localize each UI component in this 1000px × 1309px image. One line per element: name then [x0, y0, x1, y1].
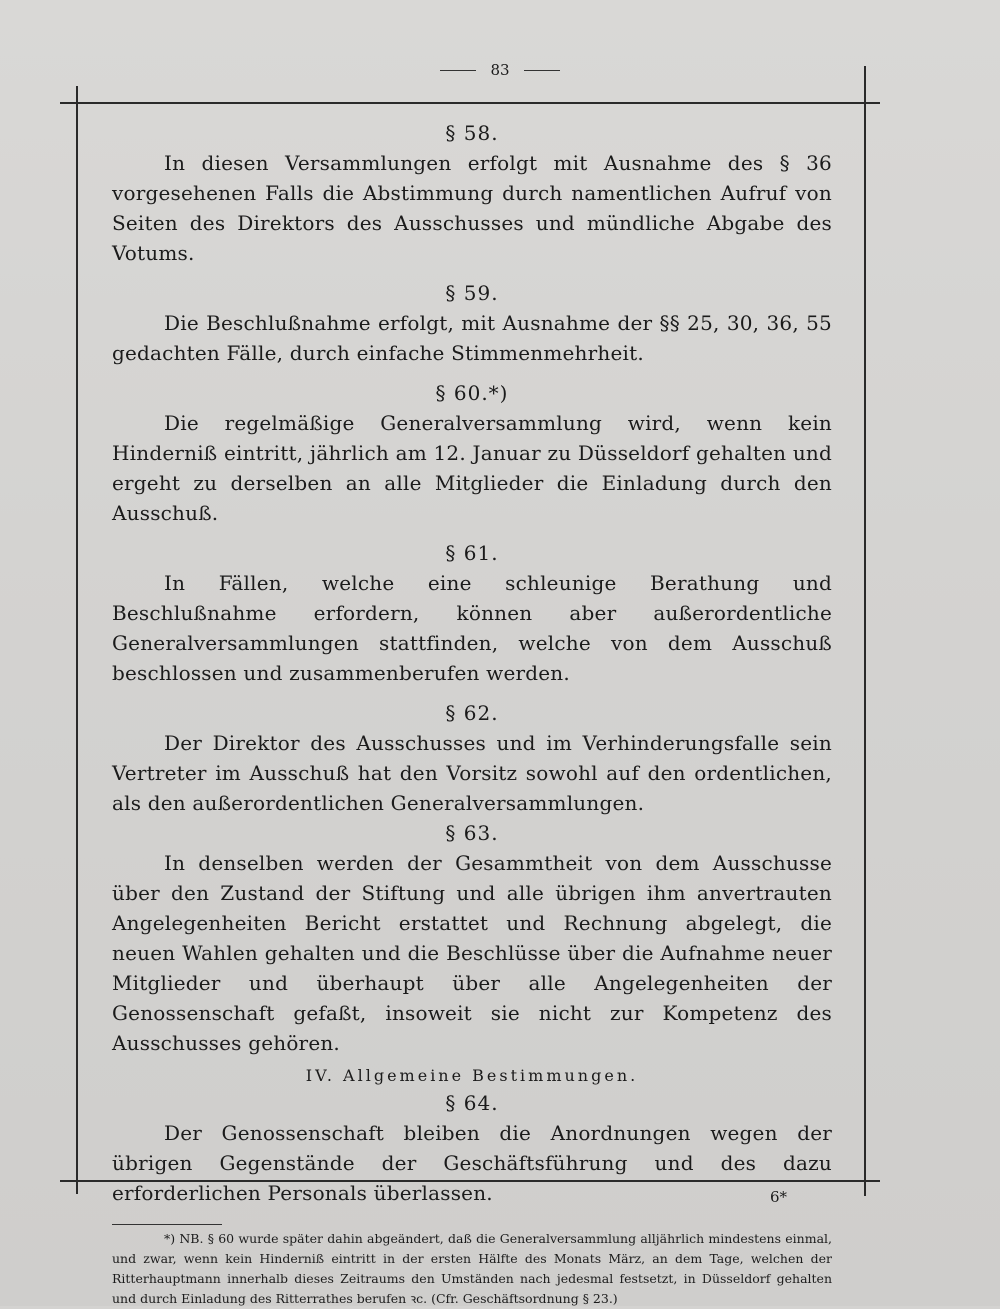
section-61	[112, 538, 832, 688]
section-60	[112, 378, 832, 528]
section-58	[112, 118, 832, 268]
section-body: Die regelmäßige Generalversammlung wird, wenn kein Hinderniß eintritt, jährlich am 12. Januar zu Düsseldorf gehalten und ergeht zu derselben an alle Mitglieder die Einladung durch den Ausschuß.	[112, 411, 832, 525]
section-heading: § 64.	[445, 1091, 499, 1115]
page-header	[0, 58, 1000, 82]
section-body: In denselben werden der Gesammtheit von dem Ausschusse über den Zustand der Stiftung und alle übrigen ihm anvertrauten Angelegenheiten Bericht erstattet und Rechnung abgelegt, die neuen Wahlen gehalten und die Beschlüsse über die Aufnahme neuer Mitglieder und überhaupt über alle Angelegenheiten der Genossenschaft gefaßt, insoweit sie nicht zur Kompetenz des Ausschusses gehören.	[112, 851, 832, 1055]
section-heading: § 63.	[445, 821, 499, 845]
section-body: Die Beschlußnahme erfolgt, mit Ausnahme der §§ 25, 30, 36, 55 gedachten Fälle, durch einfache Stimmenmehrheit.	[112, 311, 832, 365]
section-heading: § 60.*)	[435, 381, 509, 405]
frame-rule-top	[60, 102, 880, 104]
section-heading: § 61.	[445, 541, 499, 565]
page-number: 83	[490, 61, 510, 79]
signature-mark: 6*	[770, 1188, 788, 1206]
section-body: Der Genossenschaft bleiben die Anordnungen wegen der übrigen Gegenstände der Geschäftsführung und des dazu erforderlichen Personals überlassen.	[112, 1121, 832, 1205]
header-dash-right	[524, 70, 560, 71]
section-body: Der Direktor des Ausschusses und im Verhinderungsfalle sein Vertreter im Ausschuß hat den Vorsitz sowohl auf den ordentlichen, als den außerordentlichen Generalversammlungen.	[112, 731, 832, 815]
section-body: In Fällen, welche eine schleunige Berathung und Beschlußnahme erfordern, können aber außerordentliche Generalversammlungen stattfinden, welche von dem Ausschuß beschlossen und zusammenberufen werden.	[112, 571, 832, 685]
frame-rule-right	[864, 66, 866, 1196]
section-64	[112, 1088, 832, 1208]
frame-rule-left	[76, 86, 78, 1194]
section-body: In diesen Versammlungen erfolgt mit Ausnahme des § 36 vorgesehenen Falls die Abstimmung durch namentlichen Aufruf von Seiten des Direktors des Ausschusses und mündliche Abgabe des Votums.	[112, 151, 832, 265]
section-heading: § 59.	[445, 281, 499, 305]
page-content	[112, 118, 832, 1309]
section-heading: § 62.	[445, 701, 499, 725]
section-59	[112, 278, 832, 368]
section-heading: § 58.	[445, 121, 499, 145]
section-63	[112, 818, 832, 1058]
footnote-rule	[112, 1224, 222, 1225]
footnote: *) NB. § 60 wurde später dahin abgeändert, daß die Generalversammlung alljährlich mindestens einmal, und zwar, wenn kein Hinderniß eintritt in der ersten Hälfte des Monats März, an dem Tage, welchen der Ritterhauptmann innerhalb dieses Zeitraums den Umständen nach jedesmal festsetzt, in Düsseldorf gehalten und durch Einladung des Ritterrathes berufen ꝛc. (Cfr. Geschäftsordnung § 23.)	[112, 1231, 832, 1306]
header-dash-left	[440, 70, 476, 71]
chapter-heading: IV. Allgemeine Bestimmungen.	[305, 1066, 639, 1085]
section-62	[112, 698, 832, 818]
